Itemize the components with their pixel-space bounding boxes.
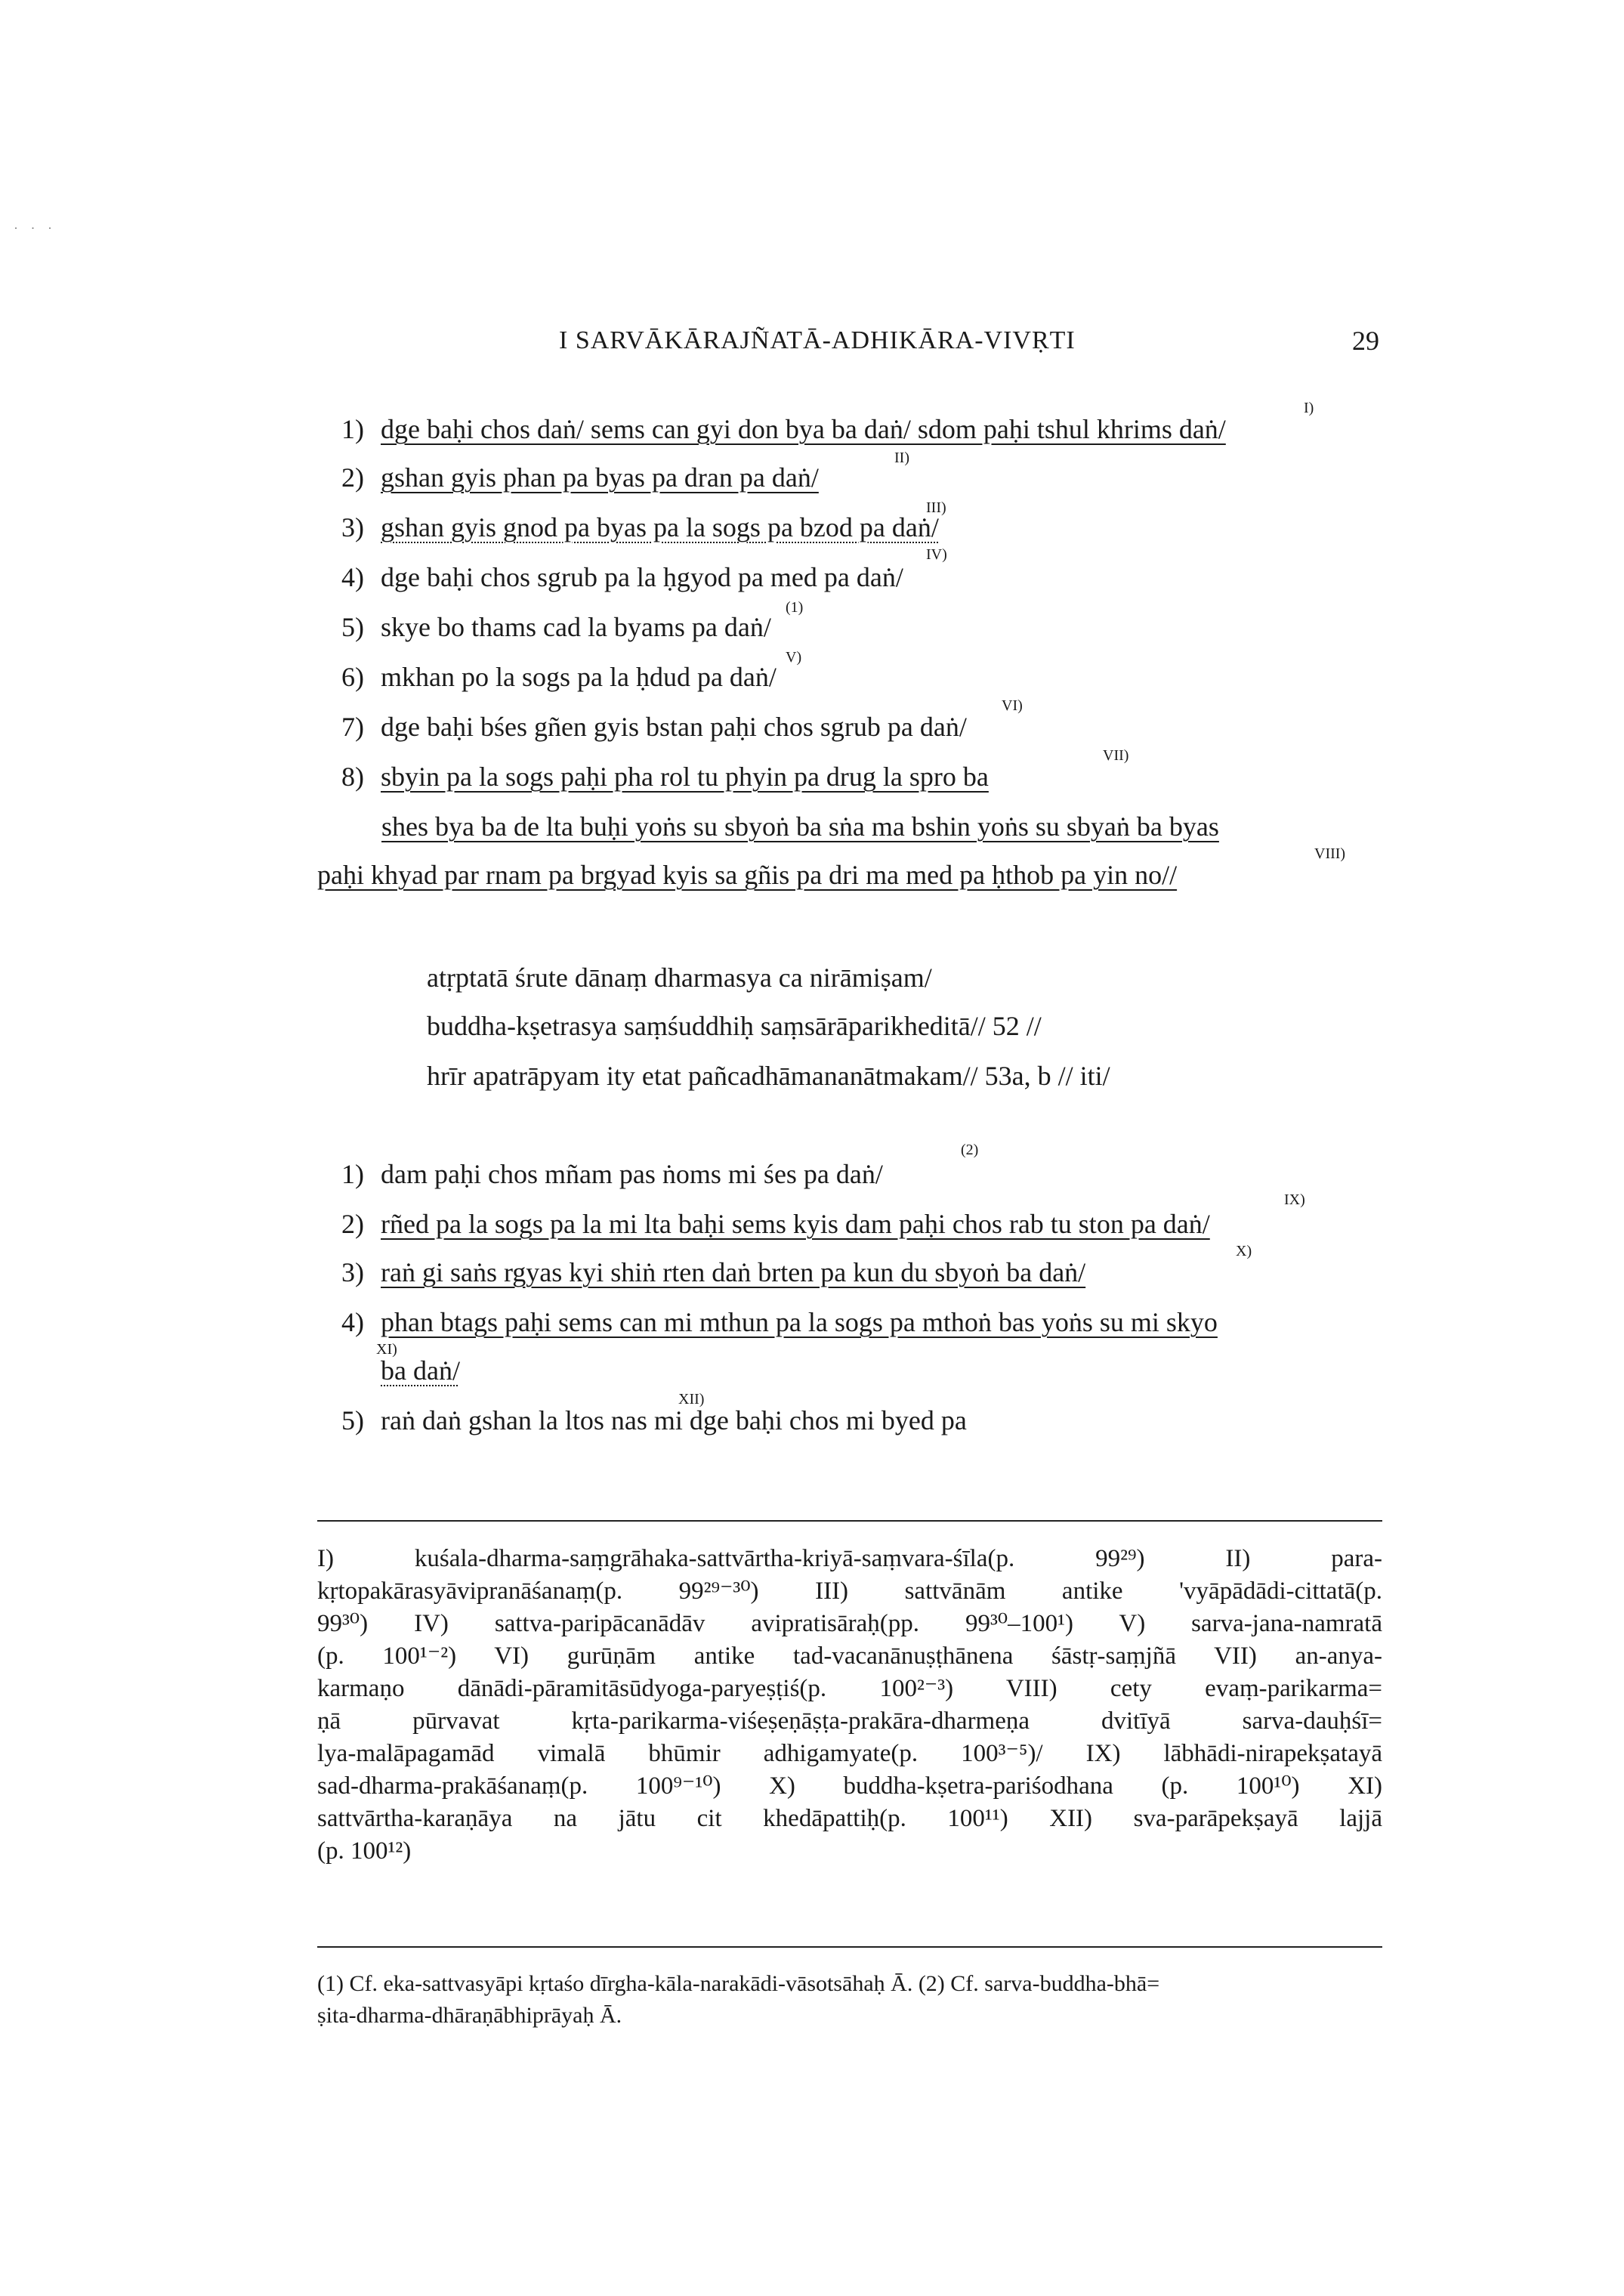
verse-line: atṛptatā śrute dānaṃ dharmasya ca nirāmiṣam/ — [427, 963, 932, 993]
footnote-line: ṣita-dharma-dhāraṇābhiprāyaḥ Ā. — [317, 2003, 622, 2028]
footnote-marker: IV) — [926, 546, 947, 563]
footnote-line: sattvārtha-karaṇāya na jātu cit khedāpattiḥ(p. 100¹¹) XII) sva-parāpekṣayā lajjā — [317, 1805, 1382, 1832]
list-item: 2) gshan gyis phan pa byas pa dran pa daṅ/ — [341, 462, 819, 493]
verse-line: buddha-kṣetrasya saṃśuddhiḥ saṃsārāparikheditā// 52 // — [427, 1011, 1042, 1041]
list-item: 1) dge baḥi chos daṅ/ sems can gyi don bya ba daṅ/ sdom paḥi tshul khrims daṅ/ — [341, 414, 1226, 444]
page-number: 29 — [1352, 326, 1379, 356]
footnote-line: I) kuśala-dharma-saṃgrāhaka-sattvārtha-kriyā-saṃvara-śīla(p. 99²⁹) II) para- — [317, 1545, 1382, 1572]
list-item: 4) phan btags paḥi sems can mi mthun pa la sogs pa mthoṅ bas yoṅs su mi skyo — [341, 1307, 1218, 1337]
footnote-marker: IX) — [1284, 1191, 1305, 1208]
footnote-marker: VII) — [1103, 747, 1129, 764]
footnote-rule — [317, 1520, 1382, 1522]
footnote-line: lya-malāpagamād vimalā bhūmir adhigamyate(p. 100³⁻⁵)/ IX) lābhādi-nirapekṣatayā — [317, 1740, 1382, 1767]
footnote-marker: VI) — [1002, 697, 1023, 714]
running-header: I SARVĀKĀRAJÑATĀ-ADHIKĀRA-VIVṚTI — [559, 326, 1076, 354]
footnotes-roman — [317, 1543, 1382, 1868]
footnote-marker: XI) — [376, 1341, 397, 1358]
list-continuation: ba daṅ/ — [381, 1355, 460, 1386]
footnote-line: (p. 100¹²) — [317, 1837, 412, 1865]
footnote-marker: I) — [1304, 400, 1314, 416]
footnote-line: (1) Cf. eka-sattvasyāpi kṛtaśo dīrgha-kāla-narakādi-vāsotsāhaḥ Ā. (2) Cf. sarva-buddha-bhā= — [317, 1971, 1160, 1996]
verse-line: hrīr apatrāpyam ity etat pañcadhāmananātmakam// 53a, b // iti/ — [427, 1061, 1110, 1091]
list-item: 5) raṅ daṅ gshan la ltos nas mi dge baḥi chos mi byed pa — [341, 1405, 967, 1435]
list-item: 3) raṅ gi saṅs rgyas kyi shiṅ rten daṅ brten pa kun du sbyoṅ ba daṅ/ — [341, 1257, 1086, 1287]
footnote-marker: (1) — [786, 599, 804, 616]
list-item: 5) skye bo thams cad la byams pa daṅ/ — [341, 612, 771, 642]
list-item: 8) sbyin pa la sogs paḥi pha rol tu phyin pa drug la spro ba — [341, 762, 989, 792]
footnote-line: karmaṇo dānādi-pāramitāsūdyoga-paryeṣṭiś(p. 100²⁻³) VIII) cety evaṃ-parikarma= — [317, 1675, 1382, 1702]
footnote-line: kṛtopakārasyāvipranāśanaṃ(p. 99²⁹⁻³⁰) III) sattvānām antike 'vyāpādādi-cittatā(p. — [317, 1578, 1382, 1605]
list-continuation: paḥi khyad par rnam pa brgyad kyis sa gñis pa dri ma med pa ḥthob pa yin no// — [317, 860, 1178, 890]
footnote-line: (p. 100¹⁻²) VI) gurūṇām antike tad-vacanānuṣṭhānena śāstṛ-saṃjñā VII) an-anya- — [317, 1642, 1382, 1670]
footnote-line: ṇā pūrvavat kṛta-parikarma-viśeṣeṇāṣṭa-prakāra-dharmeṇa dvitīyā sarva-dauḥśī= — [317, 1707, 1382, 1735]
list-item: 3) gshan gyis gnod pa byas pa la sogs pa bzod pa daṅ/ — [341, 512, 939, 542]
list-item: 4) dge baḥi chos sgrub pa la ḥgyod pa med pa daṅ/ — [341, 562, 903, 592]
list-item: 6) mkhan po la sogs pa la ḥdud pa daṅ/ — [341, 662, 776, 692]
footnote-marker: (2) — [961, 1142, 979, 1158]
footnote-rule — [317, 1946, 1382, 1948]
footnote-line: sad-dharma-prakāśanaṃ(p. 100⁹⁻¹⁰) X) buddha-kṣetra-pariśodhana (p. 100¹⁰) XI) — [317, 1772, 1382, 1800]
footnote-marker: III) — [926, 499, 946, 516]
list-item: 2) rñed pa la sogs pa la mi lta baḥi sems kyis dam paḥi chos rab tu ston pa daṅ/ — [341, 1209, 1210, 1239]
footnote-marker: X) — [1236, 1243, 1252, 1259]
list-item: 7) dge baḥi bśes gñen gyis bstan paḥi chos sgrub pa daṅ/ — [341, 712, 967, 742]
list-item: 1) dam paḥi chos mñam pas ṅoms mi śes pa daṅ/ — [341, 1159, 883, 1189]
footnote-marker: XII) — [678, 1391, 705, 1408]
margin-specks: · · · — [14, 221, 57, 236]
list-continuation: shes bya ba de lta buḥi yoṅs su sbyoṅ ba sṅa ma bshin yoṅs su sbyaṅ ba byas — [381, 811, 1219, 842]
footnote-marker: V) — [786, 649, 802, 666]
footnote-marker: II) — [894, 450, 909, 466]
footnote-marker: VIII) — [1314, 845, 1346, 862]
footnotes-arabic — [317, 1968, 1382, 2032]
footnote-line: 99³⁰) IV) sattva-paripācanādāv avipratisāraḥ(pp. 99³⁰–100¹) V) sarva-jana-namratā — [317, 1610, 1382, 1637]
